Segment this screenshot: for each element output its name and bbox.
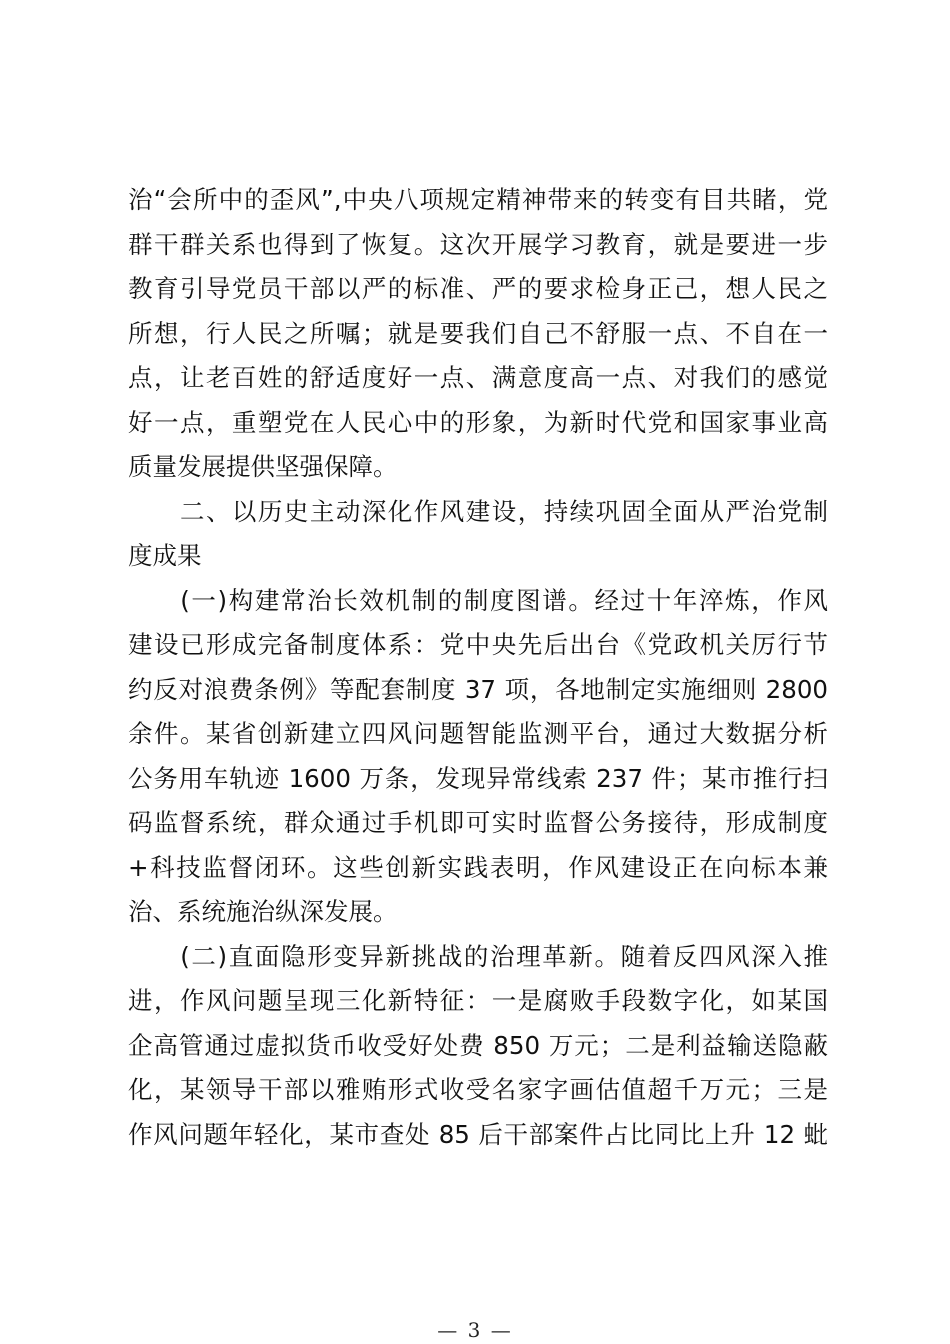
text-line: 二、以历史主动深化作风建设，持续巩固全面从严治党制 [128, 496, 828, 526]
text-line: 化，某领导干部以雅贿形式收受名家字画估值超千万元；三是 [128, 1075, 828, 1104]
paragraph-2 [128, 579, 828, 935]
text-line: 度成果 [128, 541, 202, 570]
text-line: 所想，行人民之所嘱；就是要我们自己不舒服一点、不自在一 [128, 318, 828, 348]
paragraph-3 [128, 935, 828, 1158]
text-line: 好一点，重塑党在人民心中的形象，为新时代党和国家事业高 [128, 407, 828, 437]
text-line: 进，作风问题呈现三化新特征：一是腐败手段数字化，如某国 [128, 986, 828, 1015]
text-line: 教育引导党员干部以严的标准、严的要求检身正己，想人民之 [128, 274, 828, 303]
text-line: 约反对浪费条例》等配套制度 37 项，各地制定实施细则 2800 [128, 674, 828, 704]
text-line: 企高管通过虚拟货币收受好处费 850 万元；二是利益输送隐蔽 [128, 1030, 828, 1060]
text-line: (一)构建常治长效机制的制度图谱。经过十年淬炼，作风 [128, 585, 828, 615]
text-line: 质量发展提供坚强保障。 [128, 452, 398, 481]
text-line: 群干群关系也得到了恢复。这次开展学习教育，就是要进一步 [128, 229, 828, 259]
paragraph-1 [128, 178, 828, 490]
text-line: 公务用车轨迹 1600 万条，发现异常线索 237 件；某市推行扫 [128, 763, 828, 793]
text-line: +科技监督闭环。这些创新实践表明，作风建设正在向标本兼 [128, 852, 828, 882]
text-line: 余件。某省创新建立四风问题智能监测平台，通过大数据分析 [128, 719, 828, 748]
text-line: 码监督系统，群众通过手机即可实时监督公务接待，形成制度 [128, 808, 828, 837]
text-line: 治“会所中的歪风”,中央八项规定精神带来的转变有目共睹，党 [128, 185, 828, 214]
section-heading [128, 490, 828, 579]
page-number: — 3 — [437, 1318, 513, 1342]
text-line: (二)直面隐形变异新挑战的治理革新。随着反四风深入推 [128, 941, 828, 971]
document-body [128, 178, 828, 1157]
text-line: 建设已形成完备制度体系：党中央先后出台《党政机关厉行节 [128, 630, 828, 659]
text-line: 点，让老百姓的舒适度好一点、满意度高一点、对我们的感觉 [128, 363, 828, 392]
text-line: 治、系统施治纵深发展。 [128, 897, 398, 926]
text-line: 作风问题年轻化，某市查处 85 后干部案件占比同比上升 12 蚍 [128, 1119, 828, 1149]
